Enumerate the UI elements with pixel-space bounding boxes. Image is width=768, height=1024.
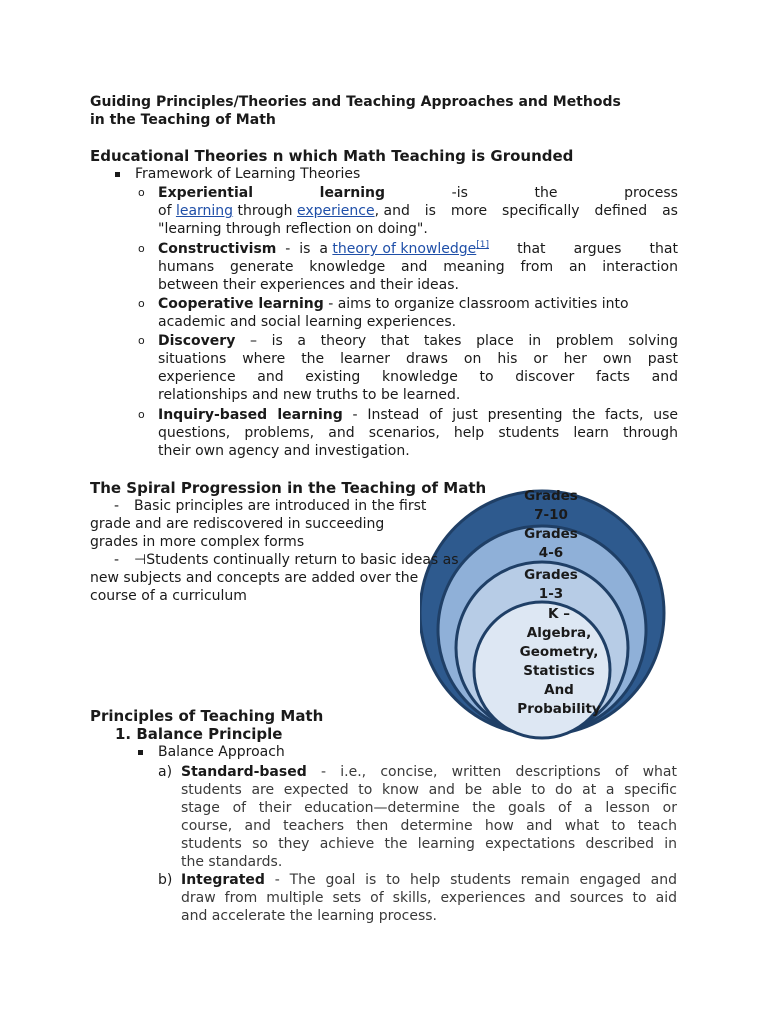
integrated: Integrated - The goal is to help students remain engaged and draw from multiple sets of skills, experiences and sources to aid and accelerate the learning process. bbox=[181, 872, 677, 924]
term-experiential-a: Experiential bbox=[158, 185, 254, 201]
link-experience[interactable]: experience bbox=[297, 203, 375, 219]
theory-inquiry: Inquiry-based learning - Instead of just presenting the facts, use questions, problems, and scenarios, help students learn through their own agency and investigation. bbox=[158, 407, 678, 459]
link-theory-of-knowledge[interactable]: theory of knowledge bbox=[332, 241, 477, 257]
section-heading-principles: Principles of Teaching Math bbox=[90, 707, 324, 725]
balance-approach: Balance Approach bbox=[158, 744, 285, 760]
label-b: b) bbox=[158, 872, 173, 888]
square-bullet-icon bbox=[138, 750, 143, 755]
section-heading-spiral: The Spiral Progression in the Teaching of Math bbox=[90, 479, 487, 497]
square-bullet-icon bbox=[115, 172, 120, 177]
ring3-label: Grades 1-3 bbox=[524, 567, 578, 602]
term-experiential-b: learning bbox=[319, 185, 386, 201]
label-a: a) bbox=[158, 764, 173, 780]
section-heading-theories: Educational Theories n which Math Teaching is Grounded bbox=[90, 147, 574, 165]
circle-bullet-icon: o bbox=[138, 186, 145, 199]
theory-experiential: Experiential learning -is the process of learning through experience, and is more specifically defined as "learning through reflection on doing". bbox=[158, 185, 678, 237]
circle-bullet-icon: o bbox=[138, 242, 145, 255]
core-label: K – Algebra, Geometry, Statistics And Probability bbox=[517, 606, 601, 717]
bullet-framework: Framework of Learning Theories bbox=[135, 166, 361, 182]
theory-discovery: Discovery – is a theory that takes place in problem solving situations where the learner draws on his or her own past experience and existing knowledge to discover facts and relationships and new truths to be learned. bbox=[158, 333, 678, 403]
word-the: the bbox=[534, 185, 558, 201]
standard-based: Standard-based - i.e., concise, written descriptions of what students are expected to know and be able to do at a specific stage of their education—determine the goals of a lesson or course, and teachers then determine how and what to teach students so they achieve the learning expectations described in the standards. bbox=[181, 764, 677, 870]
spiral-description: - Basic principles are introduced in the first grade and are rediscovered in succeeding grades in more complex forms - ⊣Students continually return to basic ideas as new subjects and concepts are added over the course of a curriculum bbox=[90, 498, 459, 604]
balance-principle: 1. Balance Principle bbox=[115, 725, 283, 743]
circle-bullet-icon: o bbox=[138, 334, 145, 347]
theory-cooperative: Cooperative learning - aims to organize classroom activities into academic and social learning experiences. bbox=[158, 296, 629, 330]
word-dash: -is bbox=[451, 185, 468, 201]
ring1-label: Grades 7-10 bbox=[524, 488, 578, 523]
citation-link[interactable]: [1] bbox=[476, 240, 489, 250]
ring2-label: Grades 4-6 bbox=[524, 526, 578, 561]
theory-constructivism: Constructivism - is a theory of knowledge[1] that argues that humans generate knowledge and meaning from an interaction between their experiences and their ideas. bbox=[158, 240, 678, 293]
link-learning[interactable]: learning bbox=[175, 203, 234, 219]
circle-bullet-icon: o bbox=[138, 408, 145, 421]
circle-bullet-icon: o bbox=[138, 297, 145, 310]
word-process: process bbox=[624, 185, 678, 201]
document-title: Guiding Principles/Theories and Teaching Approaches and Methods in the Teaching of Math bbox=[90, 94, 621, 128]
